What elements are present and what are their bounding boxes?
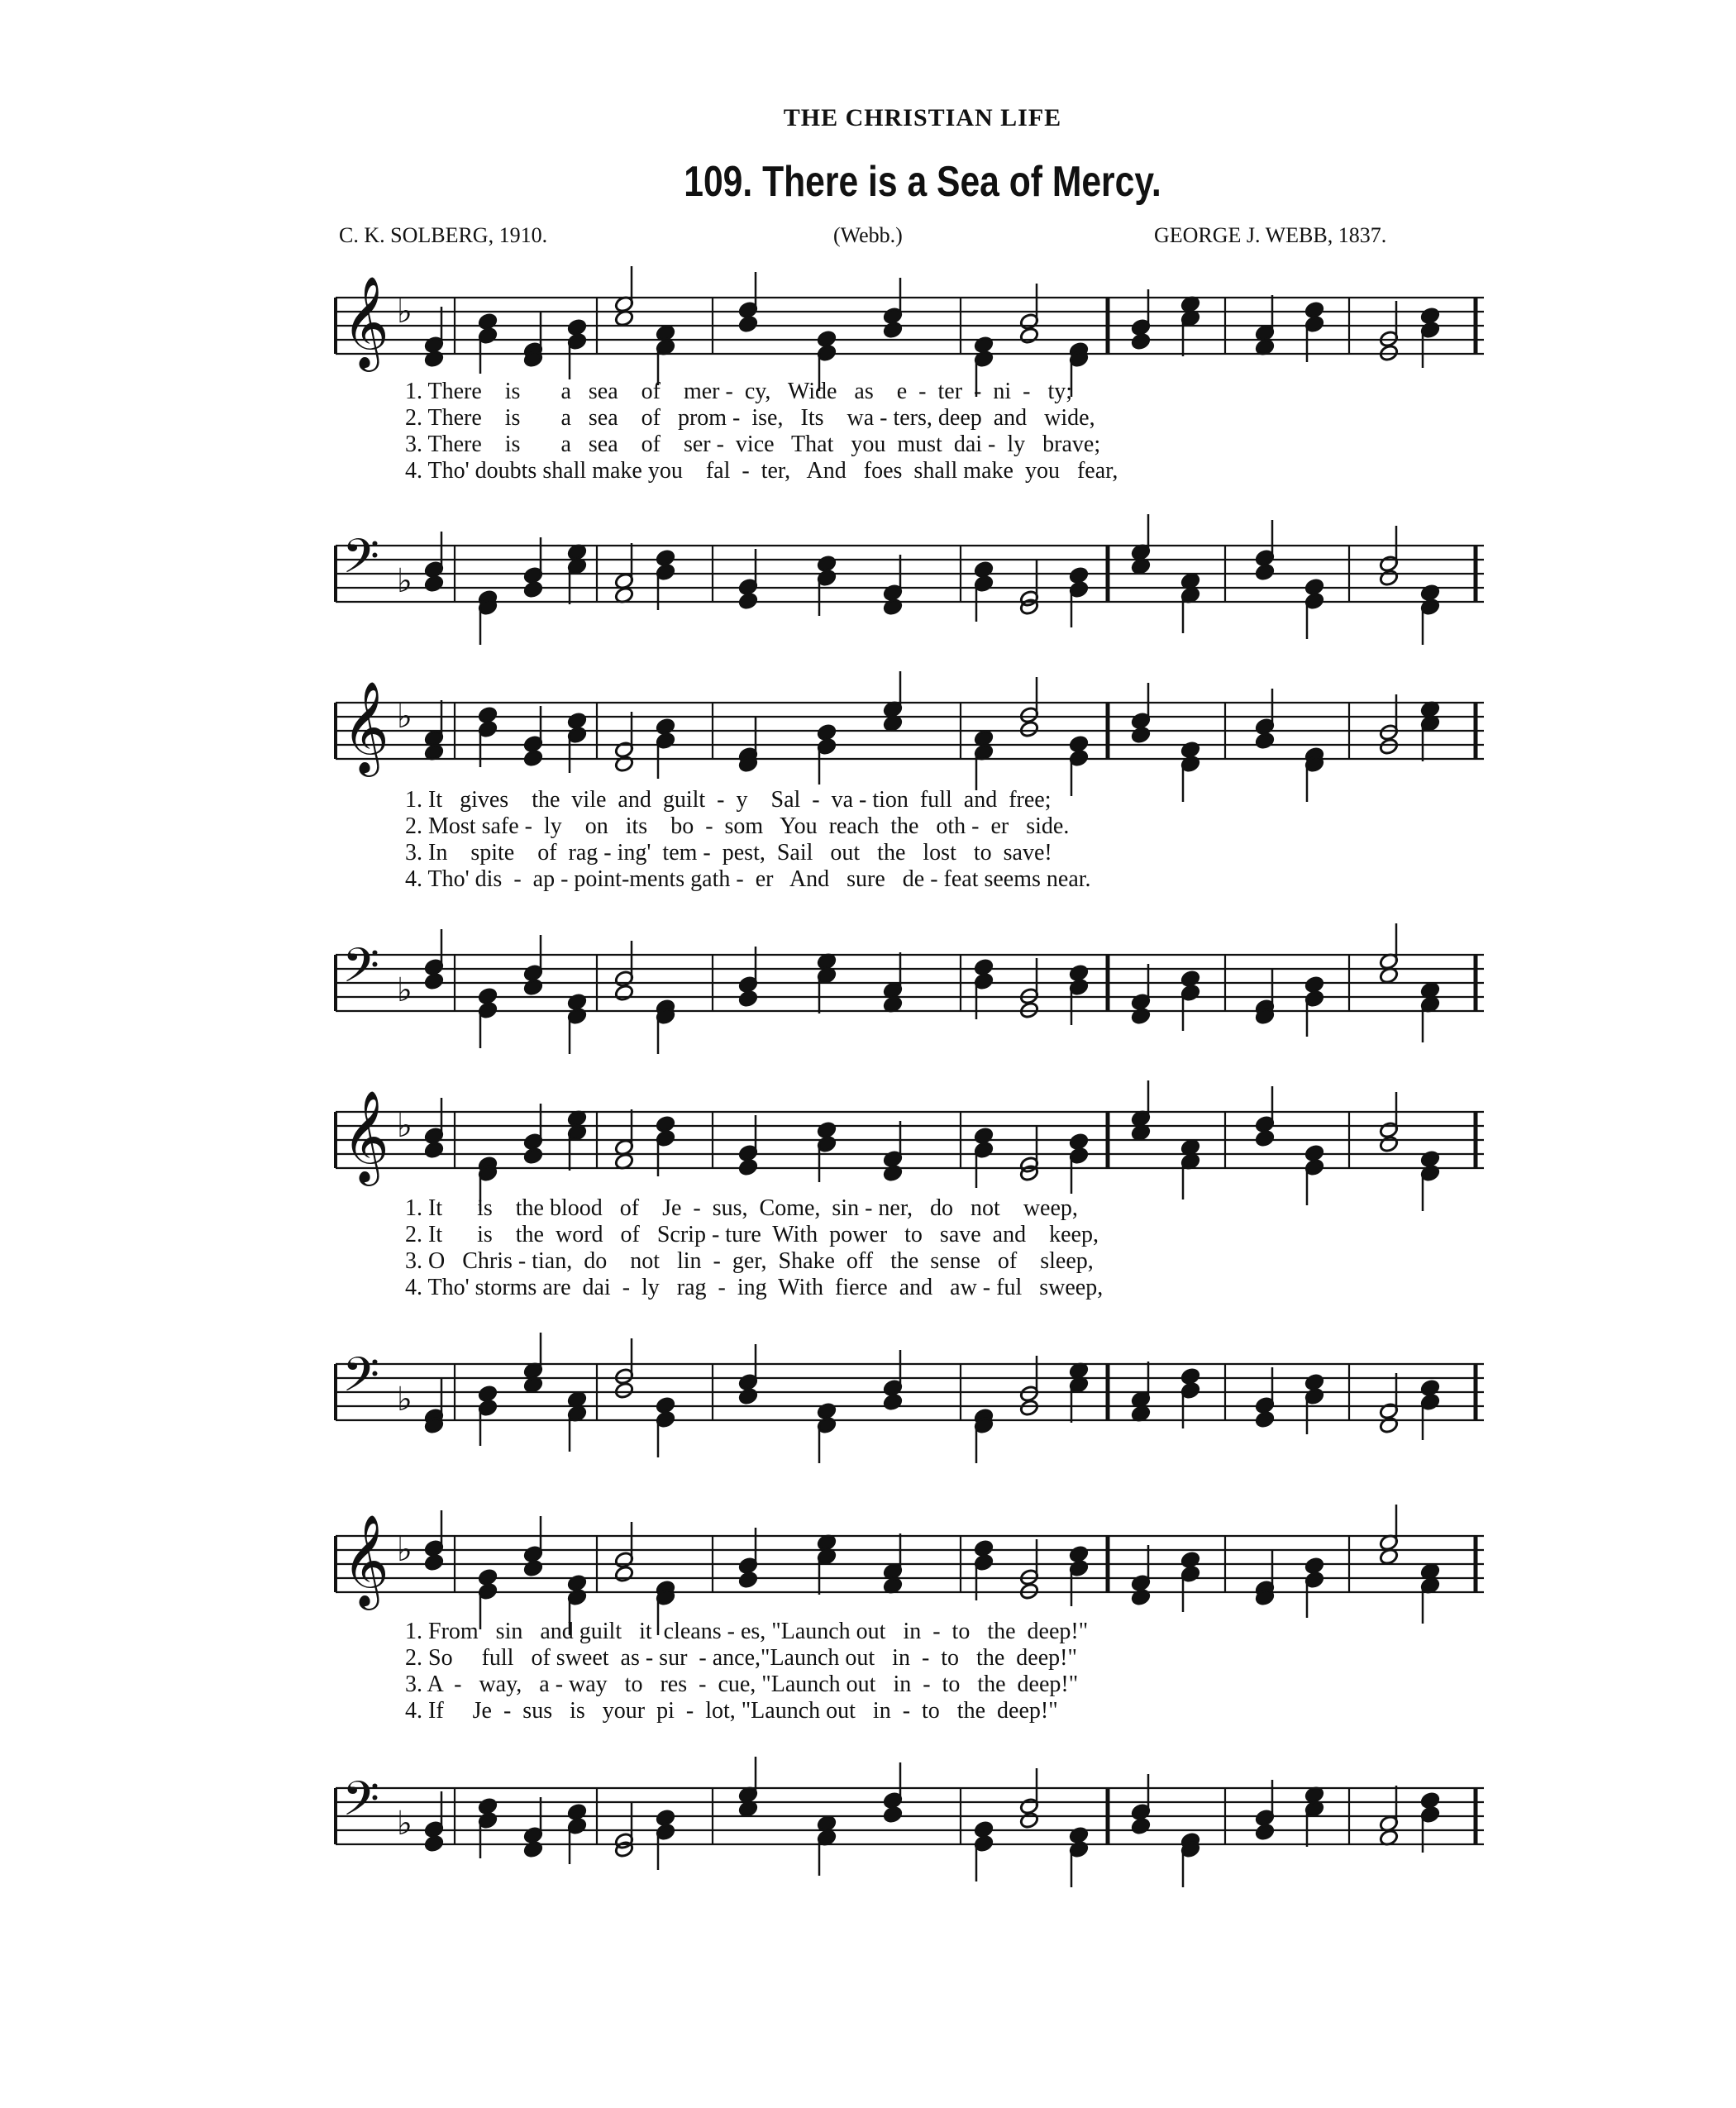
flat-icon: ♭ bbox=[397, 698, 413, 736]
notehead bbox=[614, 755, 634, 773]
notehead bbox=[1379, 1135, 1399, 1153]
treble-clef-icon: 𝄞 bbox=[342, 1514, 389, 1606]
notehead bbox=[523, 580, 543, 599]
flat-icon: ♭ bbox=[397, 1805, 413, 1843]
treble-clef-icon: 𝄞 bbox=[342, 275, 389, 368]
hymn-name: There is a Sea of Mercy. bbox=[762, 158, 1161, 206]
author-credit: C. K. SOLBERG, 1910. bbox=[339, 223, 548, 247]
notehead bbox=[1255, 732, 1275, 750]
treble-staff bbox=[331, 680, 1488, 785]
flat-icon: ♭ bbox=[397, 1381, 413, 1419]
bass-clef-icon: 𝄢 bbox=[342, 937, 380, 1005]
notehead bbox=[614, 984, 634, 1002]
notehead bbox=[614, 1381, 634, 1400]
lyric-line: 4. Tho' storms are dai - ly rag - ing With fierce and aw - ful sweep, bbox=[405, 1275, 1104, 1300]
treble-staff bbox=[331, 1514, 1488, 1619]
notehead bbox=[614, 1565, 634, 1583]
bass-staff bbox=[331, 529, 1488, 628]
notehead bbox=[1019, 720, 1039, 738]
lyric-line: 3. In spite of rag - ing' tem - pest, Sail out the lost to save! bbox=[405, 840, 1052, 866]
notehead bbox=[424, 350, 444, 368]
notehead bbox=[1131, 726, 1151, 744]
lyric-line: 3. A - way, a - way to res - cue, "Launch out in - to the deep!" bbox=[405, 1672, 1079, 1697]
bass-staff bbox=[331, 1772, 1488, 1871]
notehead bbox=[1131, 1817, 1151, 1835]
lyric-line: 2. So full of sweet as - sur - ance,"Launch out in - to the deep!" bbox=[405, 1645, 1077, 1671]
notehead bbox=[883, 1164, 903, 1182]
verse-lyrics-1 bbox=[405, 379, 1451, 484]
notehead bbox=[523, 1147, 543, 1165]
lyric-line: 3. O Chris - tian, do not lin - ger, Shake off the sense of sleep, bbox=[405, 1248, 1094, 1274]
lyric-line: 1. It is the blood of Je - sus, Come, sin - ner, do not weep, bbox=[405, 1195, 1078, 1221]
notehead bbox=[523, 1840, 543, 1858]
notehead bbox=[883, 1805, 903, 1824]
lyric-line: 2. Most safe - ly on its bo - som You reach the oth - er side. bbox=[405, 813, 1070, 839]
notehead bbox=[523, 978, 543, 996]
notehead bbox=[1379, 569, 1399, 587]
notehead bbox=[424, 575, 444, 593]
lyric-line: 1. There is a sea of mer - cy, Wide as e - ter - ni - ty; bbox=[405, 379, 1073, 404]
notehead bbox=[738, 592, 758, 610]
notehead bbox=[883, 321, 903, 339]
notehead bbox=[1255, 1410, 1275, 1428]
notehead bbox=[883, 598, 903, 616]
notehead bbox=[1131, 1007, 1151, 1025]
bass-clef-icon: 𝄢 bbox=[342, 1771, 380, 1839]
notehead bbox=[738, 1571, 758, 1589]
verse-lyrics-4 bbox=[405, 1619, 1451, 1724]
bass-staff bbox=[331, 1347, 1488, 1447]
treble-clef-icon: 𝄞 bbox=[342, 680, 389, 773]
treble-staff bbox=[331, 1090, 1488, 1195]
notehead bbox=[424, 1141, 444, 1159]
bass-clef-icon: 𝄢 bbox=[342, 1347, 380, 1414]
notehead bbox=[1019, 1811, 1039, 1829]
notehead bbox=[424, 1553, 444, 1571]
flat-icon: ♭ bbox=[397, 562, 413, 600]
notehead bbox=[883, 1393, 903, 1411]
lyric-line: 4. Tho' doubts shall make you fal - ter, And foes shall make you fear, bbox=[405, 458, 1118, 484]
verse-lyrics-2 bbox=[405, 787, 1451, 893]
notehead bbox=[1255, 1129, 1275, 1147]
notehead bbox=[424, 1834, 444, 1853]
lyric-line: 3. There is a sea of ser - vice That you must dai - ly brave; bbox=[405, 432, 1101, 457]
notehead bbox=[1131, 332, 1151, 351]
notehead bbox=[523, 1559, 543, 1577]
notehead bbox=[1255, 1823, 1275, 1841]
verse-lyrics-3 bbox=[405, 1195, 1451, 1301]
treble-clef-icon: 𝄞 bbox=[342, 1090, 389, 1182]
hymn-number: 109. bbox=[684, 158, 753, 206]
notehead bbox=[424, 972, 444, 990]
notehead bbox=[738, 990, 758, 1008]
notehead bbox=[1379, 737, 1399, 756]
lyric-line: 1. From sin and guilt it cleans - es, "Launch out in - to the deep!" bbox=[405, 1619, 1089, 1644]
lyric-line: 2. There is a sea of prom - ise, Its wa - ters, deep and wide, bbox=[405, 405, 1095, 431]
notehead bbox=[1019, 1399, 1039, 1417]
hymn-title bbox=[166, 157, 1679, 207]
notehead bbox=[1019, 327, 1039, 345]
section-heading: THE CHRISTIAN LIFE bbox=[783, 104, 1062, 131]
lyric-line: 4. Tho' dis - ap - point-ments gath - er And sure de - feat seems near. bbox=[405, 866, 1091, 892]
tune-name: (Webb.) bbox=[833, 223, 903, 247]
notehead bbox=[738, 1387, 758, 1405]
bass-clef-icon: 𝄢 bbox=[342, 528, 380, 596]
flat-icon: ♭ bbox=[397, 971, 413, 1009]
flat-icon: ♭ bbox=[397, 1531, 413, 1569]
notehead bbox=[1379, 1416, 1399, 1434]
notehead bbox=[1255, 563, 1275, 581]
flat-icon: ♭ bbox=[397, 293, 413, 331]
bass-staff bbox=[331, 938, 1488, 1037]
notehead bbox=[523, 749, 543, 767]
notehead bbox=[1131, 1588, 1151, 1606]
lyric-line: 2. It is the word of Scrip - ture With power to save and keep, bbox=[405, 1222, 1099, 1247]
treble-staff bbox=[331, 275, 1488, 380]
lyric-line: 1. It gives the vile and guilt - y Sal - va - tion full and free; bbox=[405, 787, 1052, 813]
lyric-line: 4. If Je - sus is your pi - lot, "Launch out in - to the deep!" bbox=[405, 1698, 1058, 1724]
notehead bbox=[738, 1158, 758, 1176]
flat-icon: ♭ bbox=[397, 1107, 413, 1145]
composer-credit: GEORGE J. WEBB, 1837. bbox=[1154, 223, 1387, 247]
notehead bbox=[738, 315, 758, 333]
